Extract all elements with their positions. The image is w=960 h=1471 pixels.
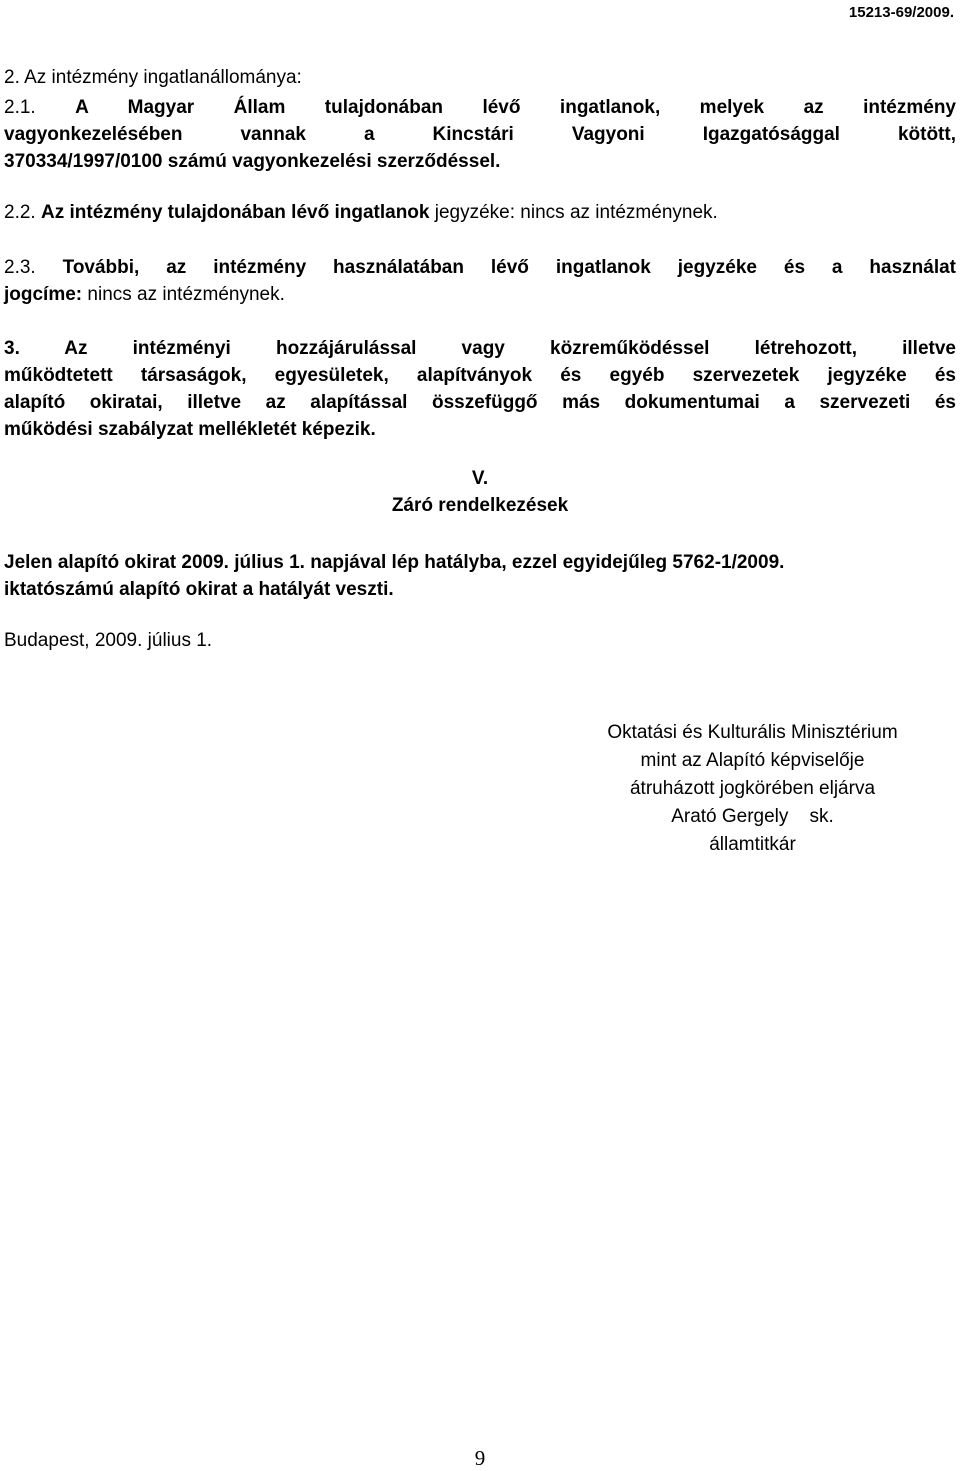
paragraph-2-1-line-2: vagyonkezelésében vannak a Kincstári Vagyoni Igazgatósággal kötött, — [4, 124, 956, 145]
signature-line-3: átruházott jogkörében eljárva — [629, 778, 876, 799]
paragraph-2-3-number: 2.3. — [4, 257, 36, 278]
paragraph-3-line-1: 3. Az intézményi hozzájárulással vagy közreműködéssel létrehozott, illetve — [4, 338, 956, 359]
paragraph-2-3-line-1 — [4, 254, 956, 281]
signature-block — [545, 719, 960, 859]
signature-line-1: Oktatási és Kulturális Minisztérium — [607, 722, 898, 743]
paragraph-2-1-line-1 — [4, 94, 956, 121]
paragraph-2-1-number: 2.1. — [4, 97, 36, 118]
paragraph-2-2-bold: Az intézmény tulajdonában lévő ingatlanok — [40, 202, 430, 223]
paragraph-3-line-3: alapító okiratai, illetve az alapítással összefüggő más dokumentumai a szervezeti és — [4, 392, 956, 413]
section-2-heading: 2. Az intézmény ingatlanállománya: — [4, 67, 302, 88]
paragraph-2-1-line-3: 370334/1997/0100 számú vagyonkezelési szerződéssel. — [4, 151, 501, 172]
paragraph-2-2 — [4, 199, 956, 226]
paragraph-2-3 — [4, 254, 956, 308]
chapter-number: V. — [471, 468, 489, 489]
paragraph-3-line-2: működtetett társaságok, egyesületek, alapítványok és egyéb szervezetek jegyzéke és — [4, 365, 956, 386]
paragraph-2-3-line-2 — [4, 281, 956, 308]
effective-clause — [4, 549, 956, 603]
page-number: 9 — [474, 1446, 486, 1470]
paragraph-2-2-number: 2.2. — [4, 202, 36, 223]
paragraph-2-1-text-1: A Magyar Állam tulajdonában lévő ingatlanok, melyek az intézmény — [75, 97, 956, 118]
paragraph-2-3-bold-2: jogcíme: — [4, 284, 83, 305]
paragraph-2-3-rest: nincs az intézménynek. — [82, 284, 285, 305]
paragraph-2-1 — [4, 94, 956, 175]
chapter-title: Záró rendelkezések — [391, 495, 569, 516]
document-number: 15213-69/2009. — [848, 4, 954, 21]
signature-line-4: Arató Gergely sk. — [671, 806, 834, 827]
paragraph-2-3-bold-1: További, az intézmény használatában lévő ingatlanok jegyzéke és a használat — [62, 257, 956, 278]
effective-line-1: Jelen alapító okirat 2009. július 1. napjával lép hatályba, ezzel egyidejűleg 5762-1/2009. — [4, 552, 785, 573]
signature-line-2: mint az Alapító képviselője — [640, 750, 865, 771]
signature-line-5: államtitkár — [709, 834, 796, 855]
paragraph-2-2-rest: jegyzéke: nincs az intézménynek. — [429, 202, 718, 223]
paragraph-3 — [4, 335, 956, 443]
place-date: Budapest, 2009. július 1. — [4, 630, 213, 651]
paragraph-3-line-4: működési szabályzat mellékletét képezik. — [4, 419, 376, 440]
effective-line-2: iktatószámú alapító okirat a hatályát veszti. — [4, 579, 394, 600]
